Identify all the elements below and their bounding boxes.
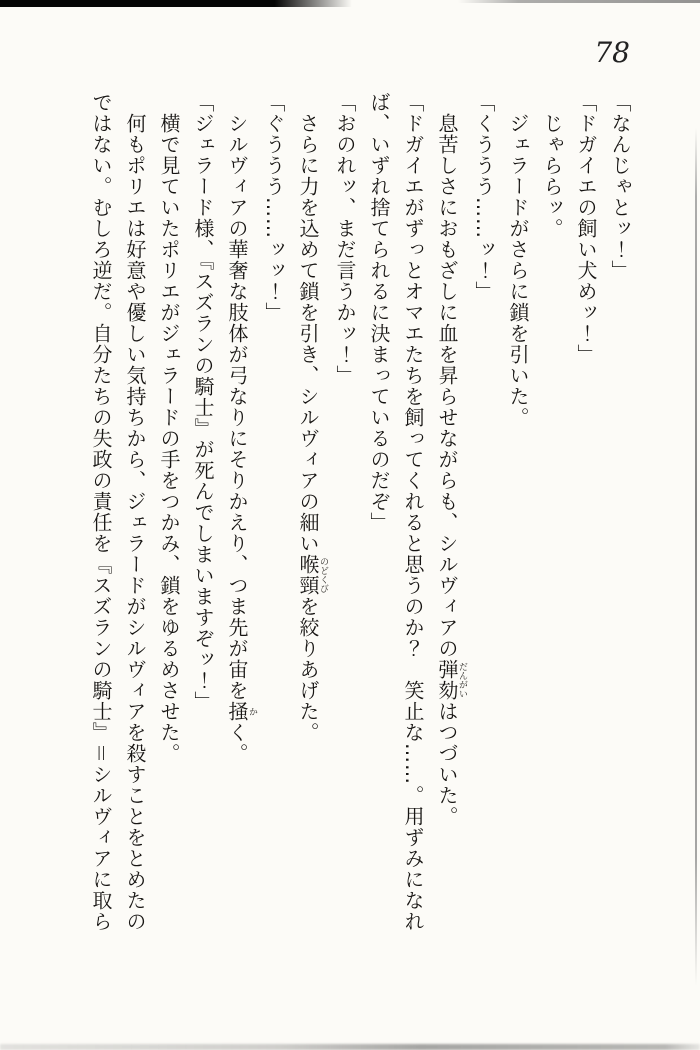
text-column: 「ジェラード様、『スズランの騎士』が死んでしまいますぞッ！」 — [191, 92, 215, 712]
text-column: 「なんじゃとッ！」 — [608, 92, 632, 281]
text-column: 「おのれッ、まだ言うかッ！」 — [333, 92, 357, 386]
text-column: シルヴィアの華奢な肢体が弓なりにそりかえり、つま先が宙を掻かく。 — [225, 92, 257, 764]
ruby-annotated-word: 喉頸のどくび — [296, 554, 328, 596]
text-column: 何もポリエは好意や優しい気持ちから、ジェラードがシルヴィアを殺すことをとめたの — [123, 92, 147, 932]
text-column: ば、いずれ捨てられるに決まっているのだぞ」 — [367, 92, 391, 533]
text-column: ジェラードがさらに鎖を引いた。 — [506, 92, 530, 428]
scan-artifact-top-line — [458, 0, 700, 3]
text-column: 「くううう……ッ！」 — [472, 92, 496, 302]
scan-artifact-top-bar — [0, 0, 352, 7]
ruby-annotated-word: 弾劾だんがい — [435, 659, 467, 701]
scan-artifact-page-edge — [695, 128, 697, 986]
text-body — [84, 92, 637, 950]
text-column: さらに力を込めて鎖を引き、シルヴィアの細い喉頸のどくびを絞りあげた。 — [296, 92, 328, 743]
page-number: 78 — [594, 36, 630, 69]
text-column: じゃららッ。 — [540, 92, 564, 239]
text-column: 「ドガイエがずっとオマエたちを飼ってくれると思うのか？ 笑止な……。用ずみになれ — [401, 92, 425, 932]
ruby-annotated-word: 掻か — [225, 701, 257, 722]
text-column: 「ドガイエの飼い犬めッ！」 — [574, 92, 598, 365]
text-column: 「ぐううう……ッッ！」 — [262, 92, 286, 323]
text-column: ではない。むしろ逆だ。自分たちの失政の責任を『スズランの騎士』＝シルヴィアに取ら — [89, 92, 113, 932]
text-column: 横で見ていたポリエがジェラードの手をつかみ、鎖をゆるめさせた。 — [157, 92, 181, 764]
scan-artifact-bottom-smudge — [0, 1044, 700, 1050]
text-column: 息苦しさにおもざしに血を昇らせながらも、シルヴィアの弾劾だんがいはつづいた。 — [435, 92, 467, 827]
